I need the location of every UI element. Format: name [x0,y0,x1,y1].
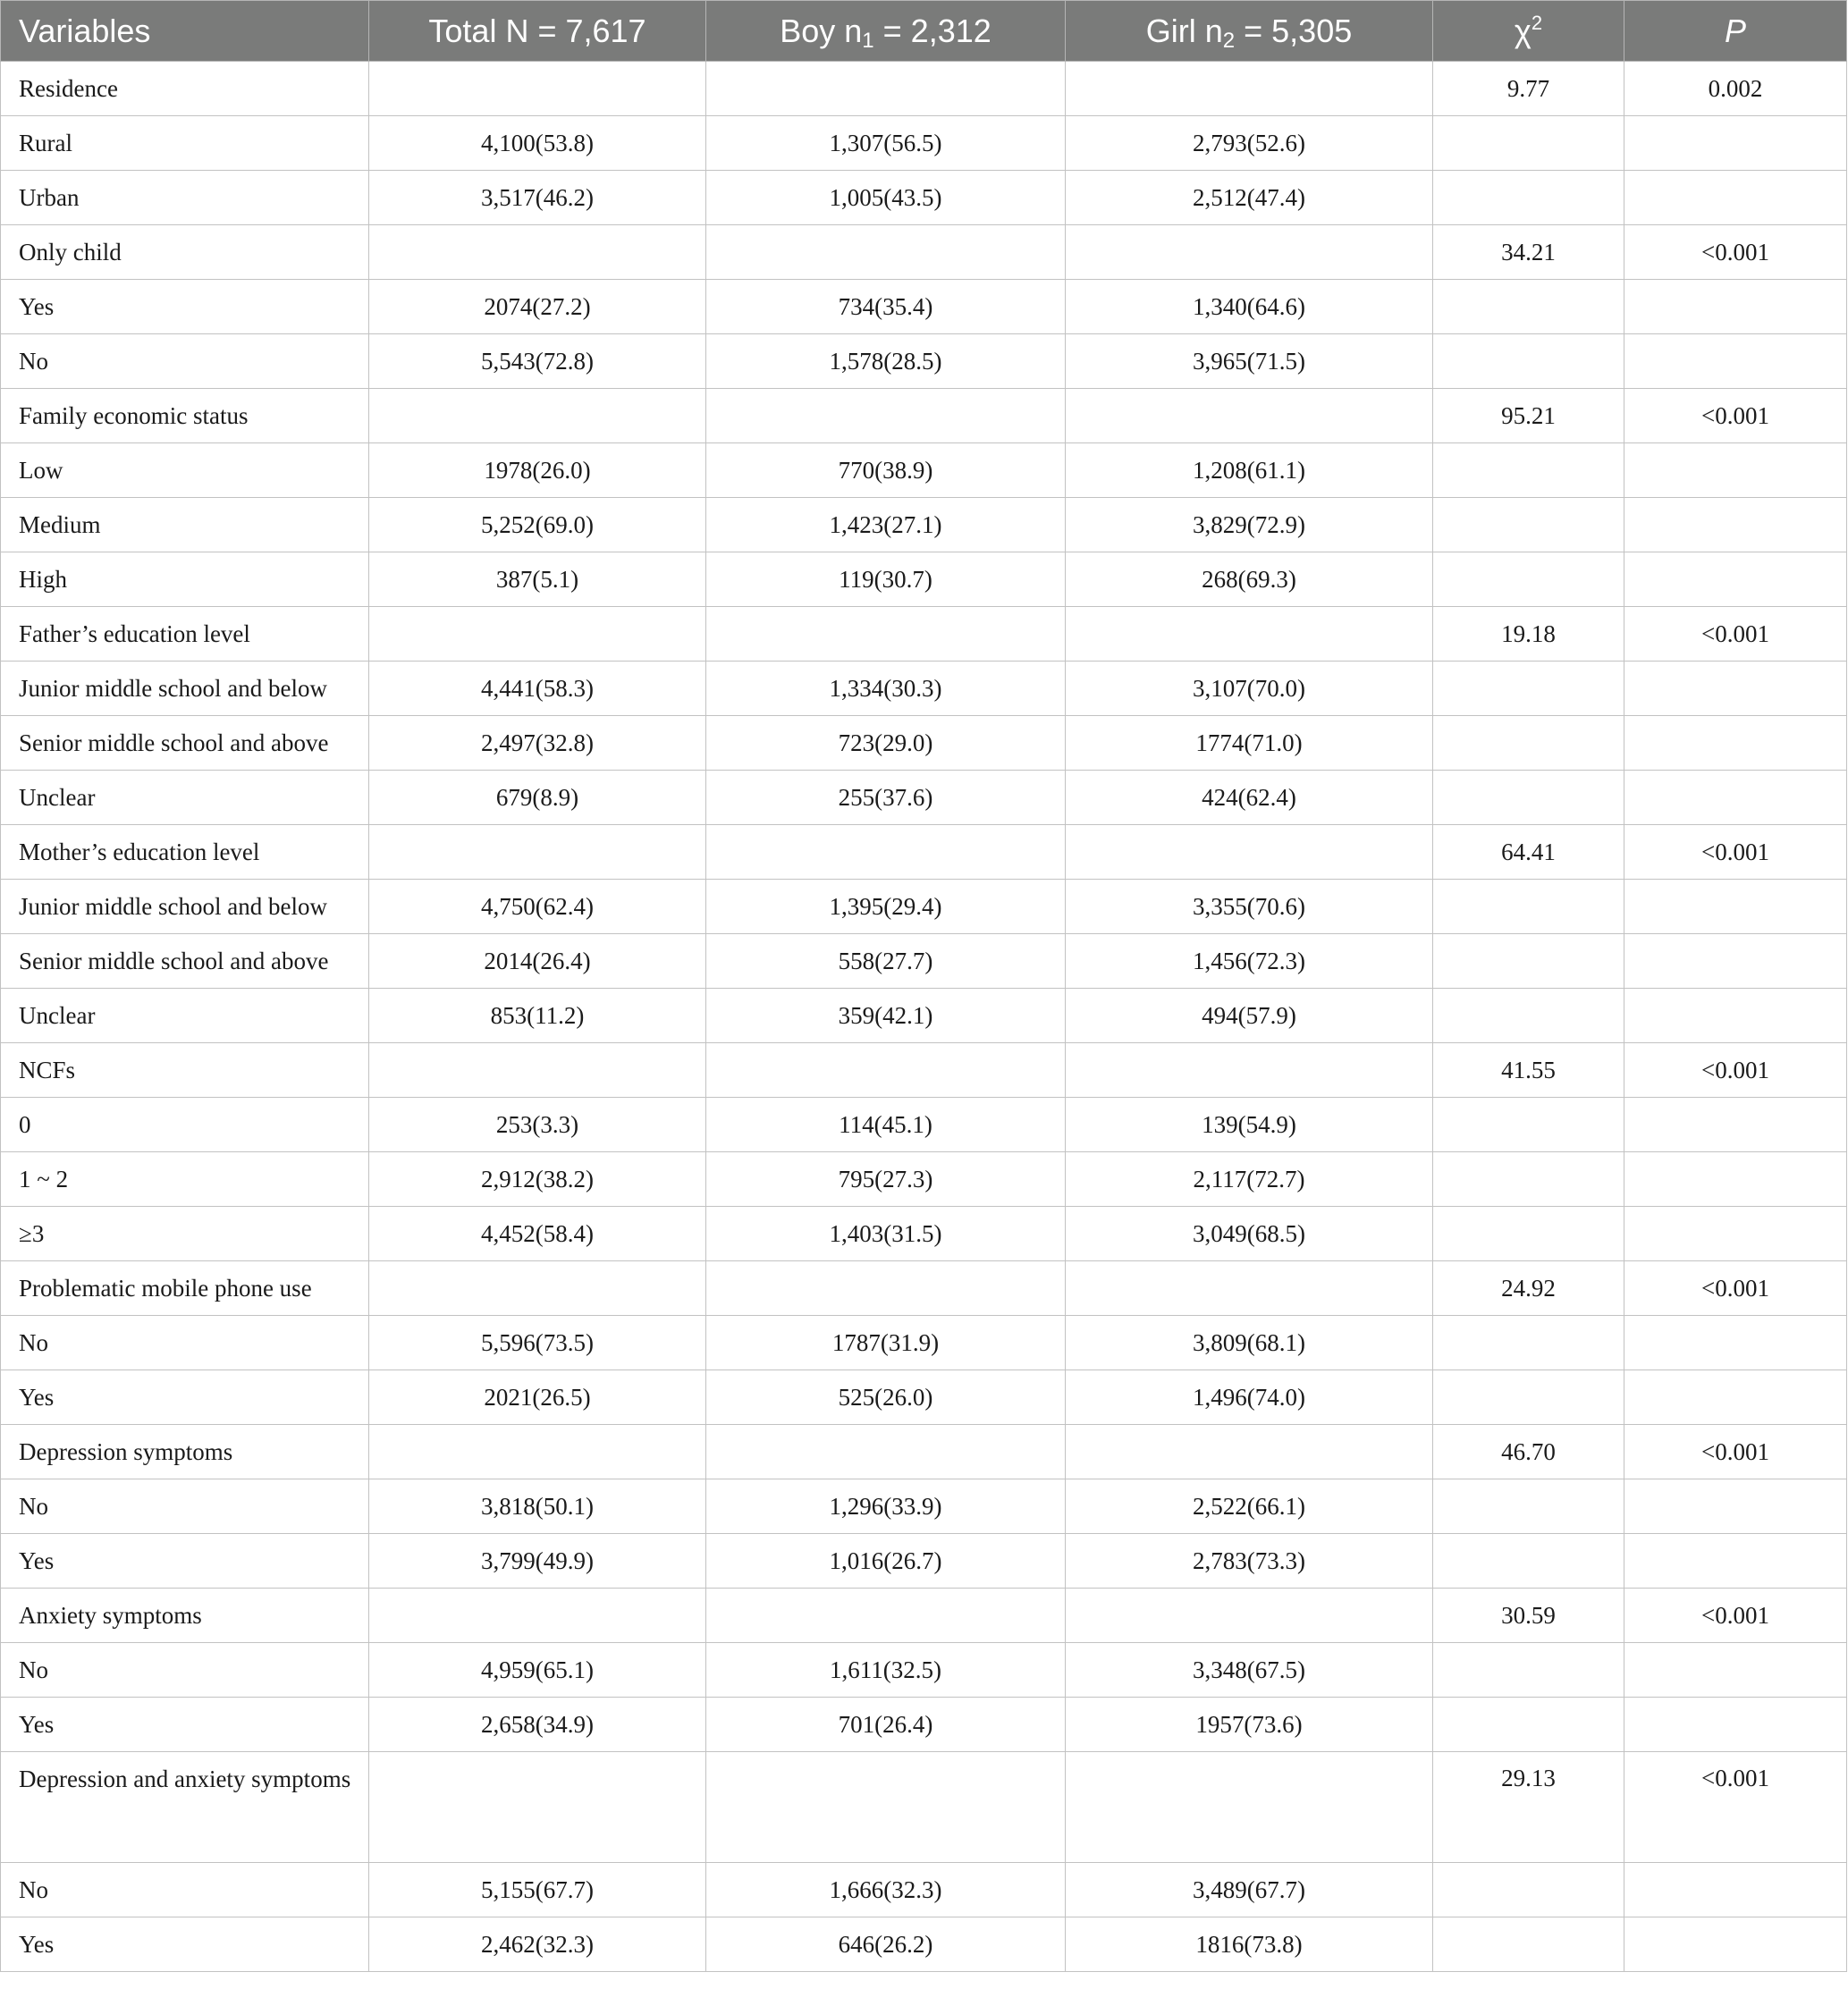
cell-chi-square: 34.21 [1433,225,1624,280]
cell-boy: 723(29.0) [706,716,1066,771]
cell-boy: 1,666(32.3) [706,1863,1066,1917]
cell-variable: Mother’s education level [1,825,369,880]
cell-total: 253(3.3) [369,1098,706,1152]
cell-total: 4,452(58.4) [369,1207,706,1261]
cell-variable: Unclear [1,989,369,1043]
cell-girl [1066,825,1433,880]
cell-girl: 2,117(72.7) [1066,1152,1433,1207]
table-row [1,1043,1847,1098]
cell-boy: 1,611(32.5) [706,1643,1066,1698]
cell-p-value [1624,1643,1847,1698]
cell-total [369,62,706,116]
table-row [1,1479,1847,1534]
cell-variable: 1 ~ 2 [1,1152,369,1207]
cell-chi-square [1433,1098,1624,1152]
header-total: Total N = 7,617 [369,1,706,62]
cell-chi-square [1433,1152,1624,1207]
cell-girl [1066,225,1433,280]
cell-p-value [1624,1207,1847,1261]
cell-variable: Residence [1,62,369,116]
cell-girl: 3,829(72.9) [1066,498,1433,552]
cell-girl [1066,1043,1433,1098]
cell-chi-square [1433,662,1624,716]
cell-total [369,1425,706,1479]
header-variables: Variables [1,1,369,62]
cell-chi-square: 29.13 [1433,1752,1624,1863]
cell-p-value [1624,443,1847,498]
cell-chi-square [1433,934,1624,989]
cell-variable: No [1,334,369,389]
table-row [1,934,1847,989]
cell-girl: 1,456(72.3) [1066,934,1433,989]
cell-girl [1066,1752,1433,1863]
cell-boy: 1,296(33.9) [706,1479,1066,1534]
cell-p-value [1624,1698,1847,1752]
cell-chi-square: 46.70 [1433,1425,1624,1479]
cell-chi-square [1433,552,1624,607]
table-body [1,62,1847,1972]
cell-p-value [1624,280,1847,334]
cell-girl [1066,389,1433,443]
header-boy [706,1,1066,62]
cell-girl: 2,512(47.4) [1066,171,1433,225]
cell-chi-square: 41.55 [1433,1043,1624,1098]
cell-total: 2014(26.4) [369,934,706,989]
cell-total: 4,441(58.3) [369,662,706,716]
cell-girl: 1957(73.6) [1066,1698,1433,1752]
cell-chi-square [1433,989,1624,1043]
cell-boy: 795(27.3) [706,1152,1066,1207]
cell-girl: 1,208(61.1) [1066,443,1433,498]
cell-girl: 3,489(67.7) [1066,1863,1433,1917]
cell-variable: ≥3 [1,1207,369,1261]
cell-total [369,607,706,662]
cell-total: 387(5.1) [369,552,706,607]
table-row [1,171,1847,225]
cell-girl: 3,809(68.1) [1066,1316,1433,1370]
cell-p-value [1624,116,1847,171]
cell-variable: High [1,552,369,607]
cell-boy: 119(30.7) [706,552,1066,607]
cell-variable: No [1,1479,369,1534]
cell-chi-square [1433,1534,1624,1589]
table-row [1,1316,1847,1370]
cell-variable: 0 [1,1098,369,1152]
table-row [1,1534,1847,1589]
cell-variable: NCFs [1,1043,369,1098]
cell-chi-square: 9.77 [1433,62,1624,116]
cell-boy: 1,334(30.3) [706,662,1066,716]
cell-p-value [1624,1863,1847,1917]
cell-boy: 1,423(27.1) [706,498,1066,552]
cell-variable: Father’s education level [1,607,369,662]
table-row [1,1425,1847,1479]
cell-girl: 2,783(73.3) [1066,1534,1433,1589]
cell-p-value: <0.001 [1624,1261,1847,1316]
cell-boy [706,825,1066,880]
table-row [1,989,1847,1043]
cell-boy: 1,016(26.7) [706,1534,1066,1589]
cell-chi-square: 64.41 [1433,825,1624,880]
cell-girl: 494(57.9) [1066,989,1433,1043]
cell-p-value: <0.001 [1624,825,1847,880]
cell-girl: 3,965(71.5) [1066,334,1433,389]
cell-total: 2,497(32.8) [369,716,706,771]
cell-variable: Junior middle school and below [1,662,369,716]
cell-p-value: <0.001 [1624,607,1847,662]
cell-boy [706,1261,1066,1316]
header-girl-prefix: Girl n [1145,12,1223,49]
cell-chi-square [1433,171,1624,225]
cell-total: 5,596(73.5) [369,1316,706,1370]
cell-total [369,225,706,280]
table-row [1,716,1847,771]
cell-variable: Rural [1,116,369,171]
cell-boy [706,225,1066,280]
table-row [1,1863,1847,1917]
table-row [1,1752,1847,1863]
header-p-value: P [1624,1,1847,62]
cell-p-value: <0.001 [1624,225,1847,280]
cell-boy [706,1752,1066,1863]
table-row [1,1370,1847,1425]
cell-girl: 2,522(66.1) [1066,1479,1433,1534]
cell-p-value: <0.001 [1624,389,1847,443]
cell-total [369,1752,706,1863]
cell-variable: Junior middle school and below [1,880,369,934]
table-row [1,1207,1847,1261]
cell-total: 4,100(53.8) [369,116,706,171]
cell-variable: Senior middle school and above [1,716,369,771]
table-row [1,662,1847,716]
header-chi-symbol: χ [1514,12,1532,49]
cell-girl [1066,1589,1433,1643]
header-chi-square [1433,1,1624,62]
cell-chi-square: 19.18 [1433,607,1624,662]
header-boy-prefix: Boy n [780,12,863,49]
cell-total: 4,959(65.1) [369,1643,706,1698]
cell-p-value [1624,716,1847,771]
cell-boy: 525(26.0) [706,1370,1066,1425]
cell-boy [706,1043,1066,1098]
table-row [1,498,1847,552]
cell-p-value [1624,1370,1847,1425]
header-girl-subscript: 2 [1222,28,1236,53]
cell-chi-square: 30.59 [1433,1589,1624,1643]
cell-boy: 1,307(56.5) [706,116,1066,171]
cell-girl: 3,348(67.5) [1066,1643,1433,1698]
cell-boy [706,1589,1066,1643]
cell-total: 679(8.9) [369,771,706,825]
cell-boy: 558(27.7) [706,934,1066,989]
cell-chi-square: 24.92 [1433,1261,1624,1316]
cell-p-value [1624,880,1847,934]
cell-p-value [1624,1479,1847,1534]
cell-girl: 3,355(70.6) [1066,880,1433,934]
table-row [1,607,1847,662]
cell-total [369,389,706,443]
cell-chi-square [1433,1643,1624,1698]
cell-boy [706,1425,1066,1479]
header-girl [1066,1,1433,62]
cell-boy [706,62,1066,116]
cell-total: 853(11.2) [369,989,706,1043]
cell-girl: 2,793(52.6) [1066,116,1433,171]
header-boy-suffix: = 2,312 [873,12,992,49]
cell-total: 3,818(50.1) [369,1479,706,1534]
cell-total: 5,543(72.8) [369,334,706,389]
header-boy-subscript: 1 [862,28,874,53]
cell-chi-square [1433,1917,1624,1972]
cell-total [369,1043,706,1098]
cell-chi-square [1433,498,1624,552]
cell-boy: 701(26.4) [706,1698,1066,1752]
cell-total: 2,462(32.3) [369,1917,706,1972]
cell-variable: Low [1,443,369,498]
cell-p-value: <0.001 [1624,1752,1847,1863]
cell-chi-square [1433,1207,1624,1261]
table-row [1,280,1847,334]
cell-chi-square [1433,443,1624,498]
cell-total [369,1261,706,1316]
cell-variable: Depression and anxiety symptoms [1,1752,369,1863]
cell-chi-square [1433,880,1624,934]
cell-variable: Depression symptoms [1,1425,369,1479]
table-row [1,880,1847,934]
cell-chi-square [1433,1479,1624,1534]
cell-total: 2,912(38.2) [369,1152,706,1207]
cell-p-value [1624,1152,1847,1207]
cell-variable: Yes [1,1370,369,1425]
cell-total [369,825,706,880]
cell-p-value [1624,1917,1847,1972]
cell-boy: 770(38.9) [706,443,1066,498]
cell-total: 1978(26.0) [369,443,706,498]
cell-chi-square [1433,1863,1624,1917]
cell-variable: Anxiety symptoms [1,1589,369,1643]
cell-total: 5,252(69.0) [369,498,706,552]
cell-girl [1066,1425,1433,1479]
cell-total: 4,750(62.4) [369,880,706,934]
table-row [1,825,1847,880]
cell-total: 3,517(46.2) [369,171,706,225]
cell-p-value: 0.002 [1624,62,1847,116]
cell-boy: 255(37.6) [706,771,1066,825]
cell-variable: Only child [1,225,369,280]
cell-boy: 1,005(43.5) [706,171,1066,225]
cell-chi-square [1433,716,1624,771]
cell-girl: 424(62.4) [1066,771,1433,825]
cell-total: 2,658(34.9) [369,1698,706,1752]
cell-girl [1066,1261,1433,1316]
cell-chi-square [1433,116,1624,171]
cell-chi-square [1433,1698,1624,1752]
cell-total: 2074(27.2) [369,280,706,334]
cell-chi-square: 95.21 [1433,389,1624,443]
cell-girl: 139(54.9) [1066,1098,1433,1152]
cell-p-value [1624,1316,1847,1370]
cell-girl: 3,107(70.0) [1066,662,1433,716]
cell-boy: 734(35.4) [706,280,1066,334]
cell-variable: Yes [1,1698,369,1752]
cell-p-value [1624,934,1847,989]
cell-variable: Medium [1,498,369,552]
table-row [1,1698,1847,1752]
cell-variable: No [1,1316,369,1370]
table-row [1,1261,1847,1316]
cell-variable: Senior middle school and above [1,934,369,989]
cell-chi-square [1433,280,1624,334]
cell-total: 2021(26.5) [369,1370,706,1425]
cell-boy: 1,403(31.5) [706,1207,1066,1261]
table-row [1,1917,1847,1972]
cell-boy [706,389,1066,443]
cell-total: 5,155(67.7) [369,1863,706,1917]
cell-boy: 359(42.1) [706,989,1066,1043]
cell-boy: 646(26.2) [706,1917,1066,1972]
cell-girl: 1774(71.0) [1066,716,1433,771]
cell-p-value [1624,989,1847,1043]
cell-girl: 268(69.3) [1066,552,1433,607]
cell-girl: 3,049(68.5) [1066,1207,1433,1261]
cell-chi-square [1433,1316,1624,1370]
cell-chi-square [1433,334,1624,389]
cell-p-value [1624,498,1847,552]
cell-p-value: <0.001 [1624,1043,1847,1098]
cell-p-value [1624,552,1847,607]
cell-p-value [1624,1534,1847,1589]
cell-p-value: <0.001 [1624,1589,1847,1643]
cell-variable: Yes [1,1534,369,1589]
cell-p-value [1624,771,1847,825]
table-row [1,1589,1847,1643]
header-row [1,1,1847,62]
table-row [1,334,1847,389]
cell-p-value [1624,171,1847,225]
table-row [1,116,1847,171]
cell-total: 3,799(49.9) [369,1534,706,1589]
cell-variable: Unclear [1,771,369,825]
cell-total [369,1589,706,1643]
table-row [1,389,1847,443]
table-row [1,1152,1847,1207]
cell-variable: Yes [1,280,369,334]
table-row [1,62,1847,116]
table-row [1,1643,1847,1698]
cell-variable: Family economic status [1,389,369,443]
cell-boy: 114(45.1) [706,1098,1066,1152]
table-row [1,443,1847,498]
cell-variable: No [1,1863,369,1917]
cell-girl [1066,607,1433,662]
cell-boy: 1,578(28.5) [706,334,1066,389]
table-row [1,552,1847,607]
table-row [1,771,1847,825]
header-chi-superscript: 2 [1531,11,1543,34]
cell-p-value [1624,1098,1847,1152]
cell-variable: No [1,1643,369,1698]
cell-variable: Urban [1,171,369,225]
cell-boy [706,607,1066,662]
cell-boy: 1,395(29.4) [706,880,1066,934]
cell-chi-square [1433,1370,1624,1425]
cell-variable: Problematic mobile phone use [1,1261,369,1316]
cell-girl: 1816(73.8) [1066,1917,1433,1972]
cell-p-value [1624,334,1847,389]
cell-boy: 1787(31.9) [706,1316,1066,1370]
cell-girl [1066,62,1433,116]
table-row [1,1098,1847,1152]
cell-chi-square [1433,771,1624,825]
cell-girl: 1,340(64.6) [1066,280,1433,334]
header-girl-suffix: = 5,305 [1235,12,1353,49]
cell-p-value: <0.001 [1624,1425,1847,1479]
cell-p-value [1624,662,1847,716]
table-row [1,225,1847,280]
cell-girl: 1,496(74.0) [1066,1370,1433,1425]
cell-variable: Yes [1,1917,369,1972]
